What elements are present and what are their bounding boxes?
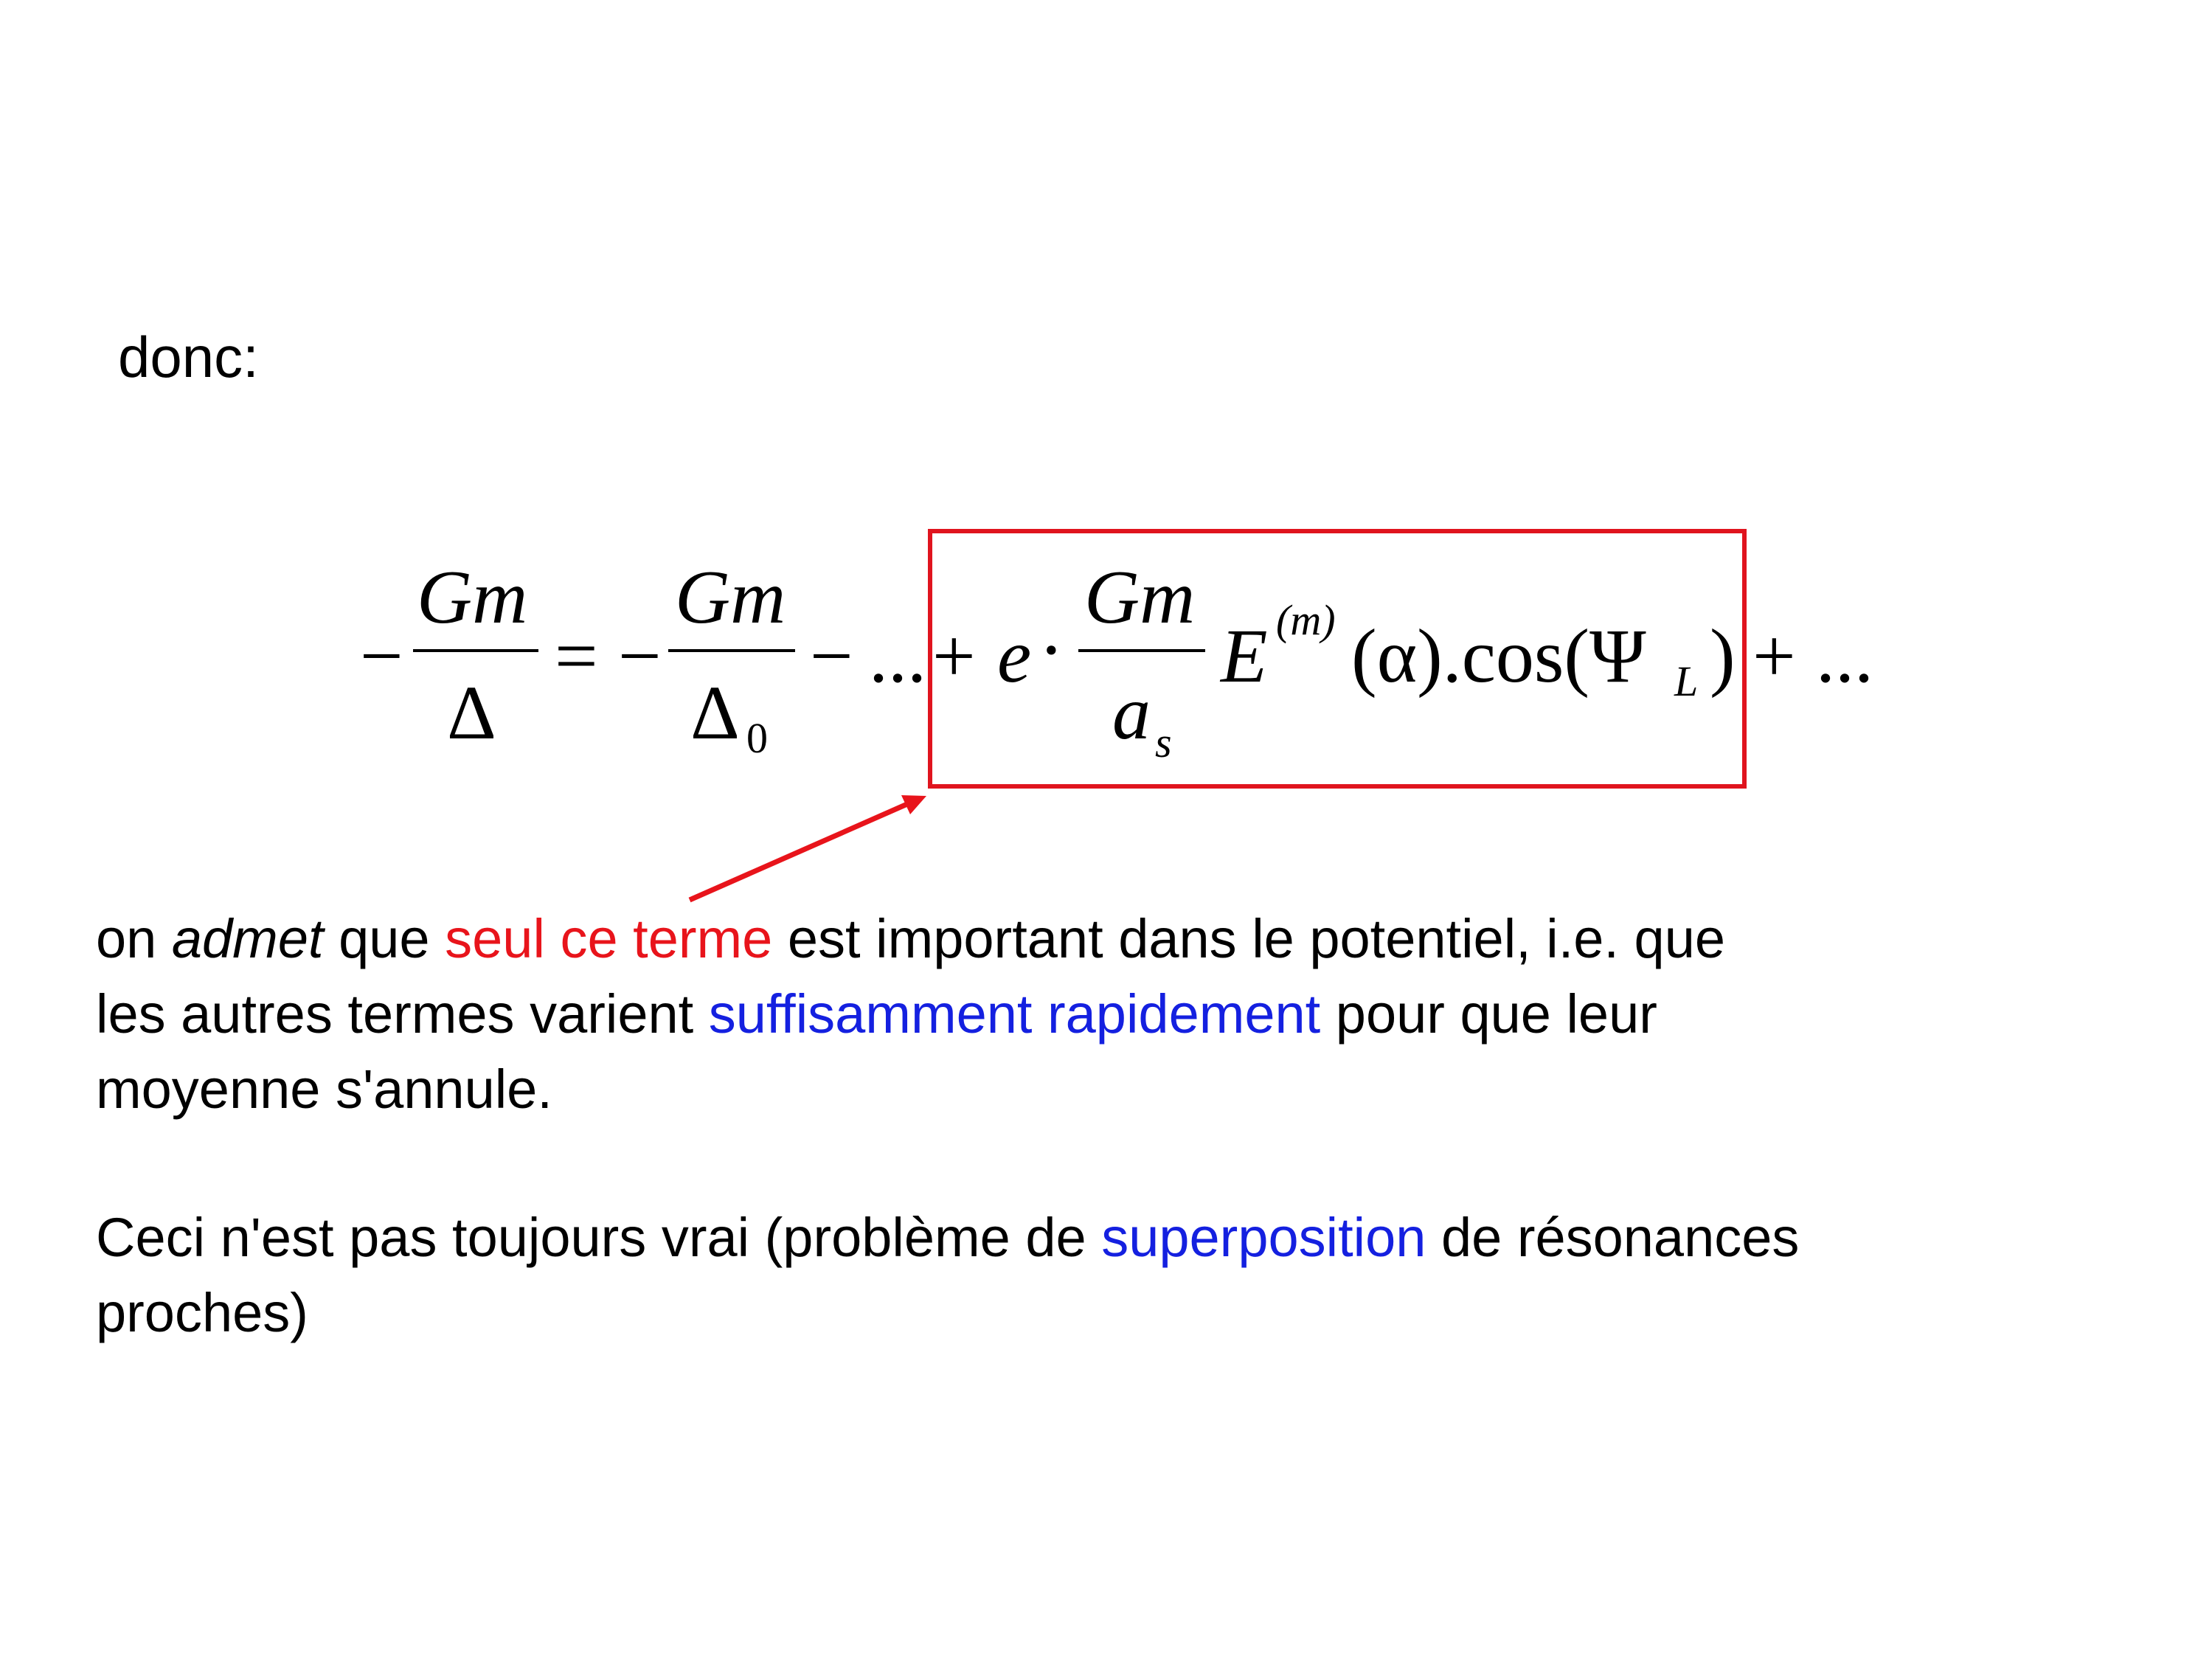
paragraph-1 xyxy=(96,901,2146,1127)
eccentricity-e: e xyxy=(997,614,1032,699)
ellipsis: ... xyxy=(869,614,926,699)
paragraph-2-line-2: proches) xyxy=(96,1282,308,1343)
paragraph-1-text-3: est important dans le potentiel, i.e. que xyxy=(772,908,1726,969)
paragraph-1-text: on xyxy=(96,908,172,969)
paragraph-1-line-2b: pour que leur xyxy=(1320,983,1657,1045)
term-numerator: Gm xyxy=(1084,555,1196,640)
cos-expression: (α).cos(Ψ xyxy=(1351,614,1646,699)
arrow-shaft xyxy=(690,804,907,900)
minus-sign-3: − xyxy=(810,614,853,699)
highlight-box xyxy=(928,529,1747,789)
ellipsis-2: ... xyxy=(1816,614,1873,699)
paragraph-2-text-2: de résonances xyxy=(1426,1207,1800,1268)
paragraph-2-text: Ceci n'est pas toujours vrai (problème de xyxy=(96,1207,1102,1268)
paragraph-2 xyxy=(96,1200,2146,1351)
closing-paren: ) xyxy=(1710,614,1736,699)
highlight-red: seul ce terme xyxy=(445,908,773,969)
E-superscript: (m) xyxy=(1276,596,1336,644)
intro-label: donc: xyxy=(118,325,259,389)
rhs-numerator: Gm xyxy=(675,555,786,640)
lhs-denominator: Δ xyxy=(447,671,496,755)
paragraph-1-line-2: les autres termes varient xyxy=(96,983,709,1045)
term-denominator-subscript: s xyxy=(1155,718,1172,766)
highlight-blue-2: superposition xyxy=(1101,1207,1426,1268)
lhs-fraction-bar xyxy=(413,649,538,652)
paragraph-1-line-3: moyenne s'annule. xyxy=(96,1059,552,1120)
psi-subscript: L xyxy=(1674,657,1699,705)
minus-sign-2: − xyxy=(618,614,662,699)
rhs-denominator: Δ xyxy=(690,671,740,755)
equals-sign: = xyxy=(555,614,598,699)
plus-sign-2: + xyxy=(1752,614,1796,699)
lhs-numerator: Gm xyxy=(417,555,528,640)
paragraph-1-text-2: que xyxy=(323,908,445,969)
cdot-sign: · xyxy=(1039,608,1064,693)
minus-sign: − xyxy=(360,614,403,699)
rhs-fraction-bar xyxy=(668,649,795,652)
plus-sign: + xyxy=(932,614,976,699)
highlight-blue-1: suffisamment rapidement xyxy=(708,983,1321,1045)
arrow-head xyxy=(901,795,926,814)
rhs-denominator-subscript: 0 xyxy=(746,714,768,762)
term-denominator: a xyxy=(1112,671,1151,755)
E-symbol: E xyxy=(1221,614,1268,699)
admet-word: admet xyxy=(171,908,324,969)
